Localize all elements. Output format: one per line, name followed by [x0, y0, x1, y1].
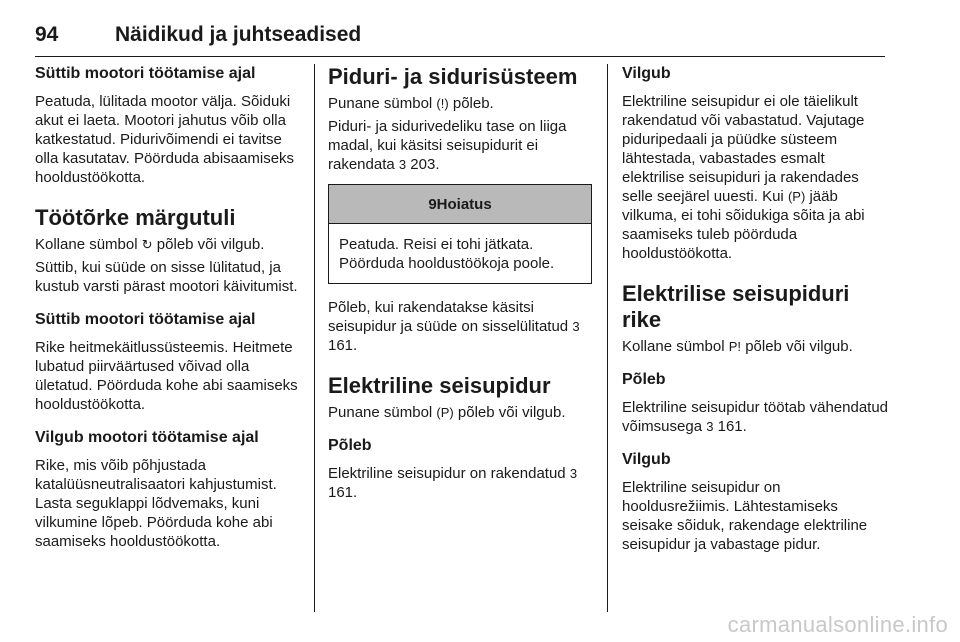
paragraph: Piduri- ja sidurivedeliku tase on liiga madal, kui käsitsi seisupidurit ei rakendata 3 203. — [328, 118, 567, 173]
paragraph: Punane sümbol (P) põleb või vilgub. — [328, 404, 566, 421]
paragraph: Kollane sümbol P! põleb või vilgub. — [622, 338, 853, 355]
paragraph: Põleb, kui rakendatakse käsitsi seisupidur ja süüde on sisselülitatud 3 161. — [328, 299, 580, 354]
page-ref-arrow-icon: 3 — [572, 319, 580, 334]
paragraph: Rike heitmekäitlussüsteemis. Heitmete lubatud piirväärtused võivad olla ületatud. Pöörduda kohe abi saamiseks hooldustöökotta. — [35, 339, 298, 413]
paragraph: Punane sümbol (!) põleb. — [328, 95, 494, 112]
column-divider — [314, 64, 315, 612]
section-title: Näidikud ja juhtseadised — [115, 23, 362, 46]
brake-warning-icon: (!) — [436, 96, 449, 111]
column-1 — [35, 64, 300, 551]
subheading: Vilgub — [622, 65, 671, 82]
paragraph: Elektriline seisupidur töötab vähendatud võimsusega 3 161. — [622, 399, 889, 435]
heading: Töötõrke märgutuli — [35, 205, 236, 230]
subheading: Põleb — [622, 371, 666, 388]
heading: Elektriline seisupidur — [328, 373, 551, 398]
column-divider — [607, 64, 608, 612]
page-ref-arrow-icon: 3 — [569, 466, 578, 481]
subheading: Süttib mootori töötamise ajal — [35, 311, 256, 328]
warning-title: Hoiatus — [436, 195, 492, 213]
subheading: Vilgub mootori töötamise ajal — [35, 429, 259, 446]
page-header — [35, 22, 885, 57]
parking-brake-fault-icon: P! — [728, 339, 742, 354]
subheading: Vilgub — [622, 451, 671, 468]
paragraph: Elektriline seisupidur on rakendatud 3 161. — [328, 465, 578, 501]
paragraph: Rike, mis võib põhjustada katalüüsneutralisaatori kahjustumist. Lasta seguklappi lõdvemaks, kuni vilkumine lõpeb. Pöörduda kohe abi saamiseks hooldustöökotta. — [35, 457, 277, 550]
warning-header — [329, 185, 591, 224]
column-2 — [328, 64, 593, 502]
paragraph: Kollane sümbol ↻ põleb või vilgub. — [35, 236, 265, 253]
subheading: Süttib mootori töötamise ajal — [35, 65, 256, 82]
page-number: 94 — [35, 23, 59, 46]
subheading: Põleb — [328, 437, 372, 454]
paragraph: Elektriline seisupidur on hooldusrežiimis. Lähtestamiseks seisake sõiduk, rakendage elektriline seisupidur ja vabastage pidur. — [622, 479, 868, 553]
heading: Elektrilise seisupiduri rike — [622, 281, 850, 332]
parking-brake-icon: (P) — [787, 189, 806, 204]
watermark: carmanualsonline.info — [727, 612, 948, 637]
warning-box — [328, 184, 592, 284]
engine-check-icon: ↻ — [141, 237, 153, 252]
paragraph: Süttib, kui süüde on sisse lülitatud, ja kustub varsti pärast mootori käivitumist. — [35, 259, 298, 295]
page-ref-arrow-icon: 3 — [706, 419, 714, 434]
paragraph: Elektriline seisupidur ei ole täielikult rakendatud või vabastatud. Vajutage piduripedaali ja püüdke süsteem lähtestada, vabastades esmalt elektrilise seisupiduri ja rakendades selle seejärel uuesti. Kui (P) jääb vilkuma, ei tohi sõidukiga sõita ja abi saamiseks tuleb pöörduda hooldustöökotta. — [622, 93, 865, 262]
column-3 — [622, 64, 890, 554]
paragraph: Peatuda, lülitada mootor välja. Sõiduki akut ei laeta. Mootori jahutus võib olla katkestatud. Pidurivõimendi ei tavitse olla kasutatav. Pöörduda abisaamiseks hooldustöökotta. — [35, 93, 295, 186]
warning-text: Peatuda. Reisi ei tohi jätkata. Pöörduda hooldustöökoja poole. — [339, 236, 555, 272]
heading: Piduri- ja sidurisüsteem — [328, 64, 578, 89]
warning-triangle-icon: 9 — [428, 195, 437, 213]
page-ref-arrow-icon: 3 — [398, 157, 407, 172]
parking-brake-icon: (P) — [436, 405, 454, 420]
